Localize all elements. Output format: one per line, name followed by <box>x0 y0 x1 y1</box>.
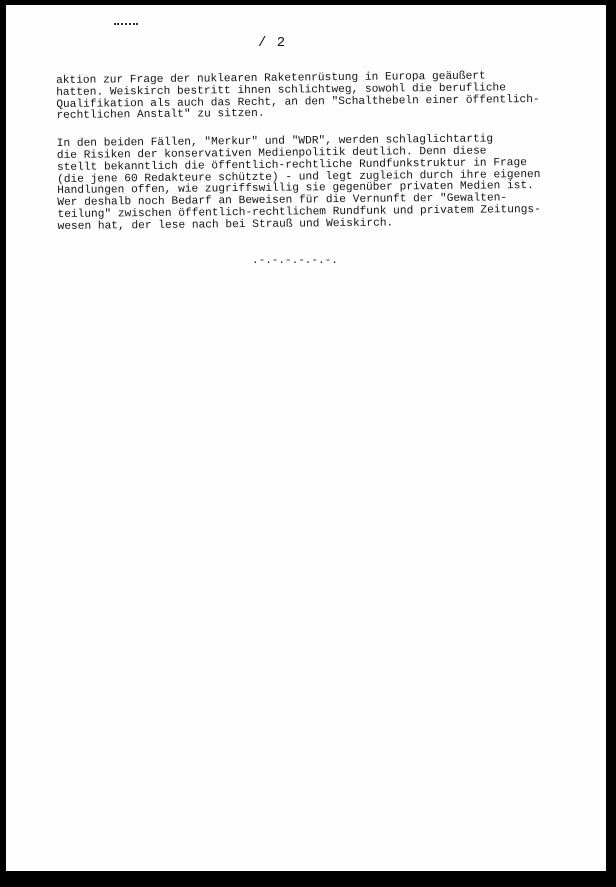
paragraph-1: aktion zur Frage der nuklearen Raketenrüstung in Europa geäußert hatten. Weiskirch bestritt ihnen schlichtweg, sowohl die berufliche Qualifikation als auch das Recht, an den "Schalthebeln einer öffentlich- rechtlichen Anstalt" zu sitzen. <box>55 70 540 123</box>
end-separator: .-.-.-.-.-.-. <box>252 255 338 267</box>
body-text <box>56 70 588 249</box>
scan-artifact <box>114 23 138 27</box>
page-number: / 2 <box>258 35 287 51</box>
document-page <box>6 5 606 871</box>
paragraph-2: In den beiden Fällen, "Merkur" und "WDR", werden schlaglichtartig die Risiken der konservativen Medienpolitik deutlich. Denn diese stellt bekanntlich die öffentlich-rechtliche Rundfunkstruktur in Frage (die jene 60 Redakteure schützte) - und legt zugleich durch ihre eigenen Handlungen offen, wie zugriffswillig sie gegenüber privaten Medien ist. Wer deshalb noch Bedarf an Beweisen für die Vernunft der "Gewalten- teilung" zwischen öffentlich-rechtlichem Rundfunk und privatem Zeitungs- wesen hat, der lese nach bei Strauß und Weiskirch. <box>56 133 541 233</box>
